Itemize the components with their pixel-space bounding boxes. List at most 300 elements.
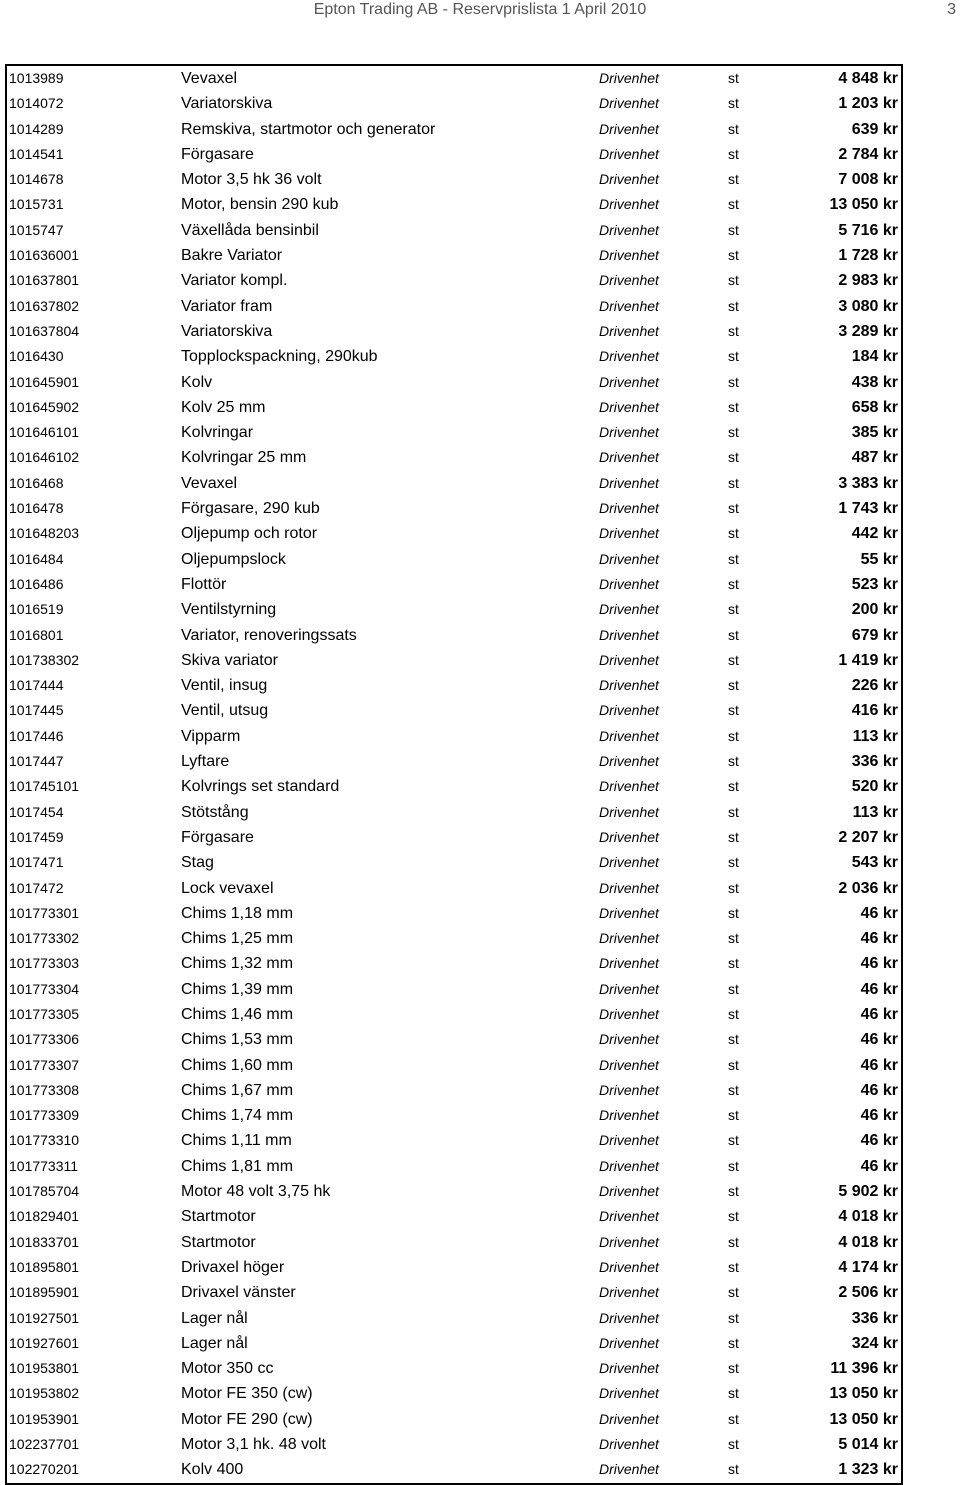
part-description: Växellåda bensinbil (181, 221, 319, 239)
part-description: Motor FE 350 (cw) (181, 1385, 313, 1403)
table-row (7, 167, 901, 192)
part-number: 1017446 (9, 727, 64, 744)
part-description: Vevaxel (181, 474, 238, 492)
part-category: Drivenhet (599, 1410, 659, 1427)
part-unit: st (728, 145, 739, 162)
table-row (7, 1407, 901, 1432)
part-number: 101646102 (9, 449, 80, 466)
part-description: Startmotor (181, 1208, 256, 1226)
part-price: 4 848 kr (838, 70, 898, 87)
part-number: 1017447 (9, 753, 64, 770)
part-description: Motor, bensin 290 kub (181, 196, 339, 214)
part-category: Drivenhet (599, 803, 659, 820)
table-row (7, 951, 901, 976)
part-number: 101773306 (9, 1031, 80, 1048)
part-price: 336 kr (851, 753, 898, 771)
part-number: 1014541 (9, 145, 64, 162)
part-description: Kolvringar 25 mm (181, 449, 307, 467)
part-number: 1017444 (9, 677, 64, 694)
part-description: Motor 3,1 hk. 48 volt (181, 1436, 326, 1454)
part-description: Stag (181, 854, 214, 872)
part-description: Variatorskiva (181, 95, 273, 113)
part-category: Drivenhet (599, 221, 659, 238)
table-row (7, 319, 901, 344)
part-number: 1017472 (9, 879, 64, 896)
part-unit: st (728, 474, 739, 491)
part-description: Kolv 25 mm (181, 398, 266, 416)
part-category: Drivenhet (599, 702, 659, 719)
part-price: 46 kr (860, 980, 898, 998)
part-price: 416 kr (851, 702, 898, 720)
part-unit: st (728, 1081, 739, 1098)
part-price: 487 kr (851, 449, 898, 467)
table-row (7, 724, 901, 749)
part-unit: st (728, 955, 739, 972)
part-unit: st (728, 348, 739, 365)
table-row (7, 1078, 901, 1103)
part-description: Lock vevaxel (181, 879, 274, 897)
part-category: Drivenhet (599, 828, 659, 845)
part-unit: st (728, 753, 739, 770)
part-unit: st (728, 120, 739, 137)
part-unit: st (728, 803, 739, 820)
part-description: Kolv (181, 373, 213, 391)
part-number: 1014678 (9, 171, 64, 188)
part-description: Flottör (181, 575, 227, 593)
part-description: Bakre Variator (181, 247, 283, 265)
part-number: 101927501 (9, 1309, 80, 1326)
table-row (7, 1053, 901, 1078)
part-number: 101773310 (9, 1132, 80, 1149)
part-unit: st (728, 828, 739, 845)
part-description: Topplockspackning, 290kub (181, 348, 378, 366)
table-row (7, 420, 901, 445)
part-price: 4 018 kr (838, 1208, 898, 1226)
part-description: Lager nål (181, 1309, 248, 1327)
part-number: 101953801 (9, 1360, 80, 1377)
part-unit: st (728, 1360, 739, 1377)
table-row (7, 1179, 901, 1204)
part-price: 113 kr (852, 727, 898, 745)
part-unit: st (728, 1107, 739, 1124)
part-category: Drivenhet (599, 373, 659, 390)
part-price: 13 050 kr (829, 196, 898, 214)
part-unit: st (728, 1436, 739, 1453)
part-description: Motor FE 290 (cw) (181, 1410, 313, 1428)
part-unit: st (728, 398, 739, 415)
table-row (7, 673, 901, 698)
part-number: 102237701 (9, 1436, 80, 1453)
table-row (7, 243, 901, 268)
part-category: Drivenhet (599, 348, 659, 365)
part-number: 1017445 (9, 702, 64, 719)
part-category: Drivenhet (599, 1258, 659, 1275)
part-unit: st (728, 171, 739, 188)
part-number: 1017459 (9, 828, 64, 845)
part-price: 5 902 kr (838, 1183, 898, 1201)
part-category: Drivenhet (599, 70, 659, 86)
part-category: Drivenhet (599, 120, 659, 137)
table-row (7, 445, 901, 470)
part-price: 13 050 kr (829, 1410, 898, 1428)
part-unit: st (728, 651, 739, 668)
part-category: Drivenhet (599, 1107, 659, 1124)
part-category: Drivenhet (599, 449, 659, 466)
part-price: 11 396 kr (830, 1360, 898, 1378)
part-price: 1 743 kr (838, 500, 898, 518)
part-unit: st (728, 373, 739, 390)
table-row (7, 192, 901, 217)
table-row (7, 395, 901, 420)
part-price: 200 kr (851, 601, 898, 619)
table-row (7, 623, 901, 648)
part-price: 3 383 kr (838, 474, 898, 492)
part-number: 101773309 (9, 1107, 80, 1124)
part-number: 101773311 (9, 1157, 79, 1174)
part-price: 46 kr (860, 955, 898, 973)
part-price: 658 kr (851, 398, 898, 416)
part-category: Drivenhet (599, 677, 659, 694)
table-row (7, 370, 901, 395)
part-price: 520 kr (851, 778, 898, 796)
part-number: 1017471 (9, 854, 64, 871)
part-unit: st (728, 727, 739, 744)
part-description: Vipparm (181, 727, 241, 745)
part-unit: st (728, 854, 739, 871)
part-number: 101927601 (9, 1334, 80, 1351)
part-category: Drivenhet (599, 727, 659, 744)
table-row (7, 926, 901, 951)
part-description: Chims 1,53 mm (181, 1031, 294, 1049)
part-category: Drivenhet (599, 297, 659, 314)
part-price: 385 kr (851, 424, 898, 442)
part-description: Oljepumpslock (181, 550, 286, 568)
table-row (7, 977, 901, 1002)
part-description: Lyftare (181, 753, 230, 771)
part-description: Motor 350 cc (181, 1360, 274, 1378)
part-number: 1013989 (9, 70, 64, 86)
part-price: 46 kr (860, 1005, 898, 1023)
table-row (7, 1306, 901, 1331)
part-number: 1016484 (9, 550, 64, 567)
part-category: Drivenhet (599, 1056, 659, 1073)
part-description: Skiva variator (181, 651, 278, 669)
part-unit: st (728, 424, 739, 441)
part-unit: st (728, 778, 739, 795)
part-price: 113 kr (852, 803, 898, 821)
part-category: Drivenhet (599, 272, 659, 289)
part-description: Chims 1,67 mm (181, 1081, 294, 1099)
part-price: 46 kr (860, 1031, 898, 1049)
part-number: 1015731 (9, 196, 64, 213)
part-description: Förgasare, 290 kub (181, 500, 320, 518)
part-number: 1014289 (9, 120, 64, 137)
part-category: Drivenhet (599, 854, 659, 871)
table-row (7, 698, 901, 723)
table-row (7, 749, 901, 774)
table-row (7, 117, 901, 142)
part-category: Drivenhet (599, 171, 659, 188)
part-number: 1016430 (9, 348, 64, 365)
part-unit: st (728, 1183, 739, 1200)
part-category: Drivenhet (599, 1031, 659, 1048)
part-number: 1017454 (9, 803, 64, 820)
part-description: Stötstång (181, 803, 249, 821)
part-description: Variator fram (181, 297, 273, 315)
part-price: 2 036 kr (838, 879, 898, 897)
table-row (7, 901, 901, 926)
part-unit: st (728, 1284, 739, 1301)
part-description: Chims 1,74 mm (181, 1107, 294, 1125)
part-number: 101738302 (9, 651, 80, 668)
part-category: Drivenhet (599, 904, 659, 921)
part-unit: st (728, 1334, 739, 1351)
part-number: 102270201 (9, 1461, 80, 1478)
part-category: Drivenhet (599, 1385, 659, 1402)
part-number: 101773308 (9, 1081, 80, 1098)
part-price: 639 kr (851, 120, 898, 138)
part-description: Chims 1,11 mm (181, 1132, 292, 1150)
part-description: Variatorskiva (181, 322, 273, 340)
part-number: 1016519 (9, 601, 64, 618)
page-header (0, 0, 960, 20)
table-row (7, 1027, 901, 1052)
part-unit: st (728, 1208, 739, 1225)
part-number: 101773305 (9, 1005, 80, 1022)
part-number: 101829401 (9, 1208, 80, 1225)
table-row (7, 1331, 901, 1356)
table-row (7, 471, 901, 496)
part-unit: st (728, 297, 739, 314)
part-category: Drivenhet (599, 1081, 659, 1098)
table-row (7, 597, 901, 622)
part-unit: st (728, 904, 739, 921)
part-category: Drivenhet (599, 651, 659, 668)
table-row (7, 1103, 901, 1128)
part-price: 3 080 kr (838, 297, 898, 315)
part-unit: st (728, 1258, 739, 1275)
part-number: 101773303 (9, 955, 80, 972)
table-row (7, 142, 901, 167)
part-category: Drivenhet (599, 322, 659, 339)
part-price: 1 203 kr (838, 95, 898, 113)
part-unit: st (728, 525, 739, 542)
part-category: Drivenhet (599, 474, 659, 491)
table-row (7, 1255, 901, 1280)
part-description: Drivaxel vänster (181, 1284, 296, 1302)
part-number: 101645901 (9, 373, 80, 390)
part-category: Drivenhet (599, 1208, 659, 1225)
part-category: Drivenhet (599, 930, 659, 947)
part-number: 101833701 (9, 1233, 80, 1250)
table-row (7, 1356, 901, 1381)
part-unit: st (728, 702, 739, 719)
part-category: Drivenhet (599, 95, 659, 112)
table-row (7, 648, 901, 673)
part-description: Ventil, utsug (181, 702, 269, 720)
part-unit: st (728, 677, 739, 694)
part-category: Drivenhet (599, 1436, 659, 1453)
table-row (7, 1230, 901, 1255)
part-category: Drivenhet (599, 196, 659, 213)
part-number: 101646101 (9, 424, 80, 441)
table-row (7, 1002, 901, 1027)
part-category: Drivenhet (599, 778, 659, 795)
table-row (7, 218, 901, 243)
part-description: Förgasare (181, 145, 254, 163)
table-row (7, 496, 901, 521)
part-category: Drivenhet (599, 1360, 659, 1377)
part-price: 5 014 kr (838, 1436, 898, 1454)
part-number: 101637804 (9, 322, 80, 339)
part-price: 543 kr (851, 854, 898, 872)
part-category: Drivenhet (599, 1183, 659, 1200)
part-category: Drivenhet (599, 601, 659, 618)
part-price: 5 716 kr (838, 221, 898, 239)
part-description: Oljepump och rotor (181, 525, 318, 543)
part-unit: st (728, 322, 739, 339)
part-unit: st (728, 1005, 739, 1022)
part-category: Drivenhet (599, 626, 659, 643)
part-number: 1016486 (9, 575, 64, 592)
part-unit: st (728, 1056, 739, 1073)
part-price: 55 kr (860, 550, 898, 568)
part-price: 13 050 kr (829, 1385, 898, 1403)
part-unit: st (728, 1410, 739, 1427)
part-number: 1016468 (9, 474, 64, 491)
part-number: 1016478 (9, 500, 64, 517)
part-unit: st (728, 221, 739, 238)
page-number: 3 (947, 1, 956, 18)
part-number: 101953901 (9, 1410, 80, 1427)
part-description: Chims 1,25 mm (181, 930, 294, 948)
part-price: 46 kr (860, 1157, 898, 1175)
table-row (7, 1280, 901, 1305)
part-price: 46 kr (860, 1132, 898, 1150)
part-price: 4 174 kr (838, 1258, 898, 1276)
part-category: Drivenhet (599, 1233, 659, 1250)
part-price: 46 kr (860, 904, 898, 922)
table-row (7, 1154, 901, 1179)
part-number: 101745101 (9, 778, 80, 795)
part-description: Motor 3,5 hk 36 volt (181, 171, 322, 189)
part-unit: st (728, 449, 739, 466)
part-unit: st (728, 1132, 739, 1149)
part-number: 1014072 (9, 95, 64, 112)
table-row (7, 1457, 901, 1482)
part-category: Drivenhet (599, 398, 659, 415)
part-number: 1015747 (9, 221, 64, 238)
part-description: Kolvringar (181, 424, 254, 442)
part-number: 101785704 (9, 1183, 80, 1200)
part-description: Lager nål (181, 1334, 248, 1352)
part-category: Drivenhet (599, 1284, 659, 1301)
part-unit: st (728, 247, 739, 264)
table-row (7, 825, 901, 850)
part-number: 101773307 (9, 1056, 80, 1073)
part-price: 46 kr (860, 930, 898, 948)
part-description: Förgasare (181, 828, 254, 846)
part-unit: st (728, 272, 739, 289)
price-list-table (5, 64, 903, 1485)
part-price: 2 506 kr (838, 1284, 898, 1302)
part-description: Chims 1,32 mm (181, 955, 294, 973)
part-unit: st (728, 626, 739, 643)
part-description: Chims 1,81 mm (181, 1157, 294, 1175)
table-row (7, 344, 901, 369)
part-number: 101895801 (9, 1258, 80, 1275)
part-number: 101636001 (9, 247, 80, 264)
part-category: Drivenhet (599, 1309, 659, 1326)
part-description: Variator, renoveringssats (181, 626, 357, 644)
part-price: 336 kr (851, 1309, 898, 1327)
part-description: Chims 1,60 mm (181, 1056, 294, 1074)
part-unit: st (728, 550, 739, 567)
part-price: 438 kr (851, 373, 898, 391)
part-description: Chims 1,46 mm (181, 1005, 294, 1023)
table-row (7, 774, 901, 799)
table-row (7, 294, 901, 319)
table-row (7, 876, 901, 901)
part-category: Drivenhet (599, 753, 659, 770)
part-unit: st (728, 930, 739, 947)
part-price: 442 kr (851, 525, 898, 543)
table-row (7, 547, 901, 572)
part-price: 46 kr (860, 1107, 898, 1125)
part-price: 1 323 kr (838, 1461, 898, 1479)
part-price: 4 018 kr (838, 1233, 898, 1251)
part-price: 324 kr (851, 1334, 898, 1352)
part-price: 2 784 kr (838, 145, 898, 163)
part-price: 184 kr (851, 348, 898, 366)
part-description: Vevaxel (181, 70, 238, 87)
table-row (7, 1432, 901, 1457)
part-price: 226 kr (851, 677, 898, 695)
part-description: Variator kompl. (181, 272, 288, 290)
part-price: 46 kr (860, 1081, 898, 1099)
part-number: 101637801 (9, 272, 80, 289)
part-description: Drivaxel höger (181, 1258, 285, 1276)
part-number: 101637802 (9, 297, 80, 314)
document-title: Epton Trading AB - Reservprislista 1 April 2010 (313, 1, 647, 18)
part-unit: st (728, 1461, 739, 1478)
part-unit: st (728, 575, 739, 592)
part-number: 101953802 (9, 1385, 80, 1402)
part-price: 679 kr (851, 626, 898, 644)
table-row (7, 91, 901, 116)
part-unit: st (728, 1031, 739, 1048)
part-category: Drivenhet (599, 145, 659, 162)
table-row (7, 268, 901, 293)
part-number: 101895901 (9, 1284, 80, 1301)
part-unit: st (728, 1233, 739, 1250)
table-row (7, 850, 901, 875)
part-number: 101773304 (9, 980, 80, 997)
part-unit: st (728, 980, 739, 997)
part-number: 101645902 (9, 398, 80, 415)
part-category: Drivenhet (599, 1132, 659, 1149)
part-category: Drivenhet (599, 955, 659, 972)
part-unit: st (728, 500, 739, 517)
part-category: Drivenhet (599, 879, 659, 896)
part-price: 1 419 kr (838, 651, 898, 669)
part-category: Drivenhet (599, 1334, 659, 1351)
part-category: Drivenhet (599, 525, 659, 542)
part-description: Remskiva, startmotor och generator (181, 120, 436, 138)
part-category: Drivenhet (599, 550, 659, 567)
part-unit: st (728, 95, 739, 112)
table-row (7, 521, 901, 546)
